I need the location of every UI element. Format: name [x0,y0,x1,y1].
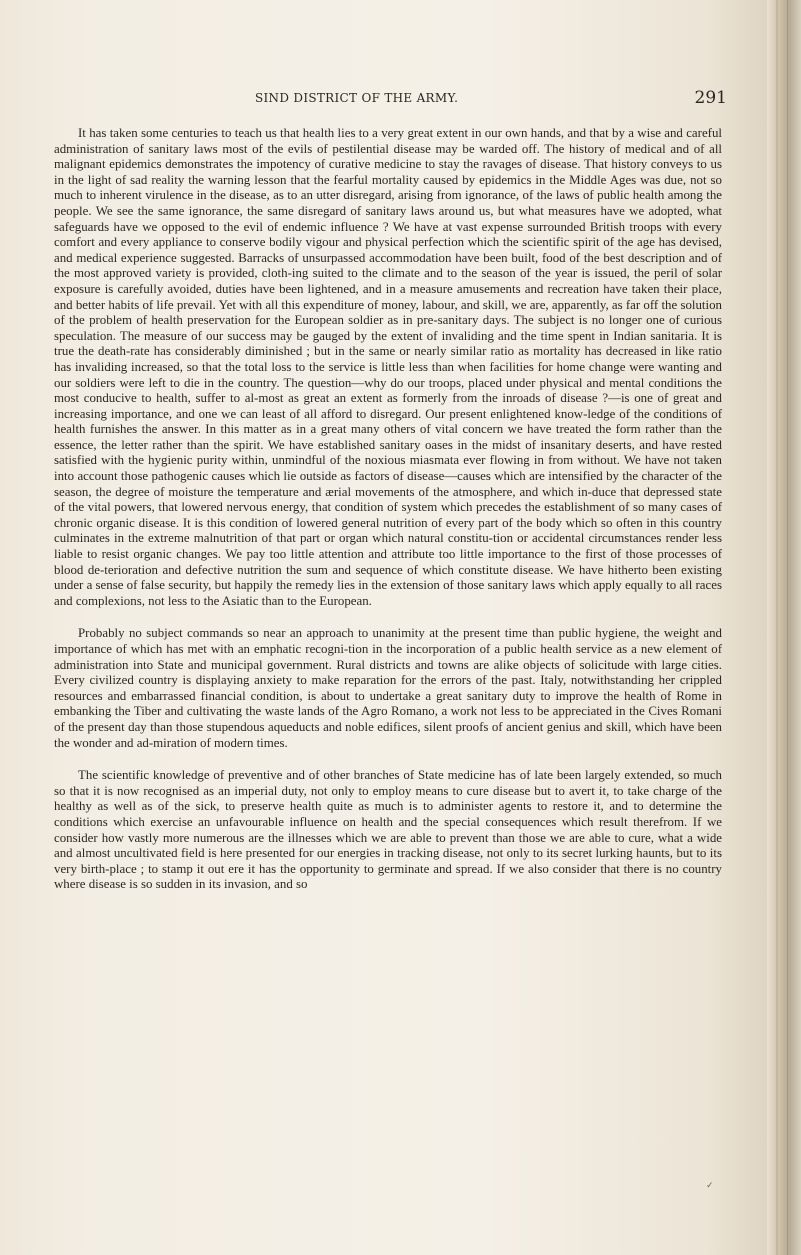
book-binding-edge [767,0,801,1255]
page-number: 291 [694,88,727,108]
body-text [54,126,722,893]
running-title: SIND DISTRICT OF THE ARMY. [255,91,459,105]
paragraph-3: The scientific knowledge of preventive and of other branches of State medicine has of late been largely extended, so much so that it is now recognised as an imperial duty, not only to employ means to cure disease but to avert it, to take charge of the healthy as well as of the sick, to preserve health quite as much is to administer agents to restore it, and to determine the conditions which exercise an unfavourable influence on health and the special consequences which result therefrom. If we consider how vastly more numerous are the illnesses which we are able to prevent than those we are able to cure, what a wide and almost uncultivated field is here presented for our energies in tracking disease, not only to its secret lurking haunts, but to its very birth-place ; to stamp it out ere it has the opportunity to germinate and spread. If we also consider that there is no country where disease is so sudden in its invasion, and so [54,768,722,892]
paragraph-1: It has taken some centuries to teach us that health lies to a very great extent in our own hands, and that by a wise and careful administration of sanitary laws most of the evils of pestilential disease may be warded off. The history of medical and of all malignant epidemics demonstrates the impotency of curative medicine to stay the ravages of disease. That history conveys to us in the light of sad reality the warning lesson that the fearful mortality caused by epidemics in the Middle Ages was due, not so much to inherent virulence in the disease, as to an utter disregard, arising from ignorance, of the laws of public health among the people. We see the same ignorance, the same disregard of sanitary laws around us, but what measures have we adopted, what safeguards have we opposed to the evil of endemic influence ? We have at vast expense surrounded British troops with every comfort and every appliance to conserve bodily vigour and physical perfection which the scientific spirit of the age has devised, and medical experience suggested. Barracks of unsurpassed accommodation have been built, food of the best description and of the most approved variety is provided, cloth-ing suited to the climate and to the season of the year is issued, the peril of solar exposure is carefully avoided, duties have been lightened, and in a measure amusements and recreation have taken their place, and better habits of life prevail. Yet with all this expenditure of money, labour, and skill, we are, apparently, as far off the solution of the problem of health preservation for the European soldier as in pre-sanitary days. The subject is no longer one of curious speculation. The measure of our success may be gauged by the extent of invaliding and the time spent in Indian sanitaria. It is true the death-rate has considerably diminished ; but in the same or nearly similar ratio as mortality has decreased in like ratio has invaliding increased, so that the total loss to the service is little less than when facilities for home change were wanting and our soldiers were left to die in the country. The question—why do our troops, placed under physical and mental conditions the most conducive to health, suffer to al-most as great an extent as formerly from the inroads of disease ?—is one of great and increasing importance, and one we can least of all afford to disregard. Our present enlightened know-ledge of the conditions of health furnishes the answer. In this matter as in a great many others of vital concern we have treated the form rather than the essence, the letter rather than the spirit. We have established sanitary oases in the midst of insanitary deserts, and have rested satisfied with the hygienic purity within, unmindful of the noxious miasmata ever flowing in from without. We have not taken into account those pathogenic causes which lie outside as factors of disease—causes which are intensified by the character of the season, the degree of moisture the temperature and ærial movements of the atmosphere, and which in-duce that depressed state of the vital powers, that lowered nervous energy, that condition of system which precedes the establishment of so many cases of chronic organic disease. It is this condition of lowered general nutrition of every part of the body which so often in this country culminates in the extreme malnutrition of that part or organ which natural constitu-tion or accidental circumstances render less liable to resist organic changes. We pay too little attention and attribute too little importance to the first of those processes of blood de-terioration and defective nutrition the sum and sequence of which constitute disease. We have hitherto been existing under a sense of false security, but happily the remedy lies in the extension of those sanitary laws which apply equally to all races and complexions, not less to the Asiatic than to the European. [54,126,722,608]
paragraph-2: Probably no subject commands so near an approach to unanimity at the present time than public hygiene, the weight and importance of which has met with an emphatic recogni-tion in the incorporation of a public health service as a new element of administration into State and municipal government. Rural districts and towns are alike objects of solicitude with large cities. Every civilized country is displaying anxiety to make reparation for the errors of the past. Italy, notwithstanding her crippled resources and embarrassed financial condition, is about to undertake a great sanitary duty to improve the health of Rome in embanking the Tiber and cultivating the waste lands of the Agro Romano, a work not less to be appreciated in the Cives Romani of the present day than those stupendous aqueducts and noble edifices, silent proofs of ancient genius and skill, which have been the wonder and ad-miration of modern times. [54,626,722,750]
page-header [55,88,727,112]
scan-mark: ✓ [706,1181,714,1191]
